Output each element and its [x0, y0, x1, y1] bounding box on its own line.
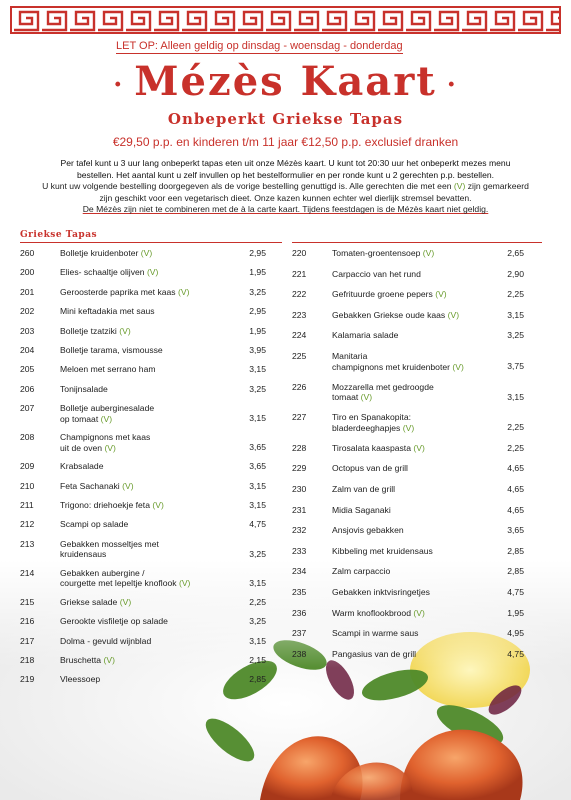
menu-item-price: 3,75	[507, 361, 524, 371]
info-line-3	[18, 181, 553, 193]
menu-item-name	[60, 636, 151, 647]
menu-item-price: 3,25	[249, 383, 266, 394]
menu-item-name	[60, 267, 158, 278]
menu-item-name-line1: Tirosalata kaaspasta	[332, 442, 411, 453]
vegetarian-marker: (V)	[103, 655, 115, 665]
menu-item-name	[60, 674, 100, 685]
vegetarian-marker: (V)	[100, 413, 113, 424]
menu-item-name	[60, 568, 190, 589]
menu-item-name-line2: champignons met kruidenboter	[332, 361, 450, 372]
info-line-1: Per tafel kunt u 3 uur lang onbeperkt tapas eten uit onze Mézès kaart. U kunt tot 20:30 uur het onbeperkt mezes menu	[60, 158, 511, 168]
menu-item-price: 4,75	[249, 519, 266, 530]
greek-key-pattern	[12, 8, 561, 34]
page-title	[0, 58, 571, 105]
menu-item-name-line1: Bruschetta	[60, 655, 102, 665]
menu-item-name-line2: op tomaat	[60, 413, 99, 424]
menu-item-price: 3,15	[249, 577, 266, 588]
menu-item-price: 1,95	[249, 267, 266, 278]
menu-item-name	[60, 306, 155, 317]
menu-item-price: 3,15	[249, 364, 266, 375]
menu-item-name	[332, 412, 414, 433]
page-subtitle: Onbeperkt Griekse Tapas	[167, 110, 404, 128]
menu-item-name	[332, 566, 390, 577]
vegetarian-marker: (V)	[452, 361, 464, 372]
menu-item-number: 218	[20, 655, 35, 665]
menu-item-number: 238	[292, 648, 307, 659]
menu-item-name-line1: Tonijnsalade	[60, 383, 108, 394]
menu-item-price: 3,65	[249, 461, 266, 472]
menu-item-number: 213	[20, 538, 35, 549]
menu-item-price: 2,25	[507, 422, 524, 433]
menu-item-price: 2,65	[507, 248, 524, 258]
menu-item-number: 235	[292, 587, 307, 597]
menu-item-name-line1: Zalm van de grill	[332, 484, 396, 494]
menu-item-name	[60, 384, 108, 395]
menu-item-number: 207	[20, 403, 35, 414]
menu-item-name	[60, 481, 134, 492]
menu-item-number: 231	[292, 504, 307, 515]
vegetarian-marker: (V)	[422, 248, 435, 258]
menu-item-number: 220	[292, 248, 307, 258]
menu-item-name	[60, 287, 189, 298]
vegetarian-marker: (V)	[435, 289, 447, 300]
info-line-3b: zijn gemarkeerd	[465, 181, 529, 192]
menu-item-number: 205	[20, 364, 35, 375]
menu-item-price: 2,85	[249, 674, 266, 685]
menu-item-number: 216	[20, 616, 35, 627]
menu-item-price: 4,95	[507, 628, 524, 639]
menu-item-name-line2: uit de oven	[60, 442, 103, 453]
menu-item-number: 225	[292, 351, 307, 361]
price-line: €29,50 p.p. en kinderen t/m 11 jaar €12,50 p.p. exclusief dranken	[112, 135, 459, 149]
menu-item-name-line1: Griekse salade	[60, 596, 118, 607]
menu-item-name	[60, 655, 115, 666]
menu-item-price: 3,15	[249, 413, 266, 424]
menu-item-price: 2,90	[507, 268, 524, 279]
greek-key-border	[10, 6, 561, 34]
menu-item-number: 203	[20, 325, 35, 336]
vegetarian-marker: (V)	[447, 309, 460, 320]
menu-item-price: 3,15	[507, 309, 524, 320]
menu-item-name-line1: Scampi op salade	[60, 519, 129, 530]
menu-item-name-line1: Octopus van de grill	[332, 463, 408, 474]
menu-item-price: 2,25	[507, 442, 524, 453]
menu-item-name-line1: Krabsalade	[60, 461, 104, 472]
menu-item-name	[332, 608, 425, 619]
menu-item-name	[60, 597, 131, 608]
menu-item-number: 230	[292, 484, 307, 494]
vegetarian-marker: (V)	[178, 578, 191, 589]
menu-item-number: 209	[20, 461, 35, 472]
menu-item-price: 4,65	[507, 463, 524, 474]
menu-item-number: 206	[20, 383, 35, 394]
menu-item-name-line2: tomaat	[332, 392, 359, 403]
menu-item-price: 2,25	[249, 596, 266, 607]
menu-item-name-line1: Trigono: driehoekje feta	[60, 500, 150, 510]
menu-item-name	[332, 505, 391, 516]
vegetarian-marker: (V)	[152, 500, 164, 510]
menu-item-price: 2,15	[249, 655, 266, 665]
menu-item-name	[332, 382, 434, 403]
menu-item-price: 2,95	[249, 306, 266, 317]
menu-item-name	[60, 461, 103, 472]
menu-item-name-line1: Mini keftadakia met saus	[60, 306, 155, 317]
menu-item-price: 3,25	[249, 286, 266, 297]
menu-item-name-line1: Geroosterde paprika met kaas	[60, 286, 176, 297]
menu-item-name	[60, 539, 159, 560]
menu-item-name	[332, 330, 398, 341]
menu-item-name	[60, 364, 156, 375]
menu-item-number: 234	[292, 566, 307, 577]
menu-item-name-line1: Gefrituurde groene pepers	[332, 289, 433, 300]
menu-item-name-line2: bladerdeeghapjes	[332, 422, 401, 433]
menu-item-number: 200	[20, 267, 35, 278]
title-dot-right: ·	[446, 70, 458, 100]
menu-item-name-line2: courgette met lepeltje knoflook	[60, 578, 177, 589]
menu-item-name	[60, 616, 168, 627]
info-line-3a: U kunt uw volgende bestelling doorgegeven als de vorige bestelling genuttigd is. Alle gerechten die met een	[42, 181, 454, 192]
menu-item-name-line1: Vleessoep	[60, 674, 101, 685]
menu-item-number: 229	[292, 463, 307, 474]
menu-item-number: 226	[292, 381, 307, 392]
menu-item-price: 3,15	[249, 635, 266, 646]
menu-item-name	[332, 443, 425, 454]
menu-item-name-line1: Warm knoflookbrood	[332, 607, 411, 618]
menu-item-name-line1: Gebakken mosseltjes met	[60, 538, 159, 549]
vegetarian-marker: (V)	[119, 596, 132, 607]
menu-item-number: 217	[20, 635, 35, 646]
section-rule-right	[292, 242, 542, 243]
menu-item-name	[332, 546, 433, 557]
menu-item-name	[332, 484, 395, 495]
menu-item-name	[332, 310, 459, 321]
menu-item-name	[332, 628, 418, 639]
menu-item-name	[60, 432, 150, 453]
page-title-text: Mézès Kaart	[134, 58, 437, 105]
menu-item-name-line1: Scampi in warme saus	[332, 628, 419, 639]
menu-item-number: 212	[20, 519, 35, 530]
info-line-5: De Mézès zijn niet te combineren met de à la carte kaart. Tijdens feestdagen is de Mézès kaart niet geldig.	[82, 204, 489, 215]
menu-item-number: 260	[20, 248, 35, 258]
menu-item-name-line1: Kibbeling met kruidensaus	[332, 545, 433, 556]
menu-item-name-line1: Mozzarella met gedroogde	[332, 381, 434, 392]
menu-item-number: 232	[292, 525, 307, 536]
menu-item-name-line1: Gebakken aubergine /	[60, 567, 145, 578]
menu-item-name	[60, 500, 164, 511]
menu-item-name-line1: Manitaria	[332, 351, 368, 361]
menu-item-price: 4,75	[507, 648, 524, 659]
menu-item-name-line1: Dolma - gevuld wijnblad	[60, 635, 152, 646]
menu-item-name	[332, 269, 421, 280]
menu-item-number: 204	[20, 345, 35, 355]
menu-item-name	[332, 525, 404, 536]
menu-item-name-line1: Feta Sachanaki	[60, 480, 120, 491]
menu-item-name-line1: Ansjovis gebakken	[332, 525, 404, 536]
menu-item-name	[332, 649, 416, 660]
menu-item-number: 237	[292, 628, 307, 639]
menu-item-price: 3,25	[249, 616, 266, 627]
menu-item-price: 3,25	[507, 330, 524, 341]
menu-item-name	[60, 326, 131, 337]
menu-item-number: 222	[292, 289, 307, 300]
menu-item-number: 224	[292, 330, 307, 341]
menu-item-number: 236	[292, 607, 307, 618]
veg-marker: (V)	[453, 181, 466, 192]
menu-item-name	[60, 403, 154, 424]
menu-item-name-line1: Elies- schaaltje olijven	[60, 267, 145, 278]
menu-item-price: 3,95	[249, 345, 266, 355]
menu-item-price: 3,65	[507, 525, 524, 536]
menu-item-price: 4,65	[507, 504, 524, 515]
menu-item-name	[60, 345, 163, 356]
menu-item-name	[332, 587, 430, 598]
menu-item-price: 1,95	[507, 607, 524, 618]
vegetarian-marker: (V)	[178, 286, 190, 297]
menu-item-number: 227	[292, 412, 307, 423]
menu-item-price: 3,15	[249, 480, 266, 491]
menu-item-name-line1: Gebakken Griekse oude kaas	[332, 309, 446, 320]
menu-item-name	[332, 351, 464, 372]
title-dot-left: ·	[113, 70, 125, 100]
menu-item-number: 210	[20, 480, 35, 491]
menu-item-name-line1: Zalm carpaccio	[332, 566, 391, 577]
menu-item-name	[332, 463, 408, 474]
vegetarian-marker: (V)	[360, 392, 373, 403]
menu-item-price: 3,25	[249, 548, 266, 559]
menu-item-price: 3,15	[507, 391, 524, 402]
menu-item-price: 2,85	[507, 566, 524, 577]
menu-item-number: 211	[20, 500, 34, 510]
menu-item-price: 3,65	[249, 442, 266, 453]
vegetarian-marker: (V)	[146, 267, 159, 278]
menu-item-number: 221	[292, 268, 307, 279]
section-rule-left	[20, 242, 282, 243]
menu-item-name-line1: Bolletje tarama, vismousse	[60, 345, 163, 355]
menu-item-number: 233	[292, 545, 307, 556]
menu-item-number: 228	[292, 442, 307, 453]
menu-item-name-line1: Carpaccio van het rund	[332, 268, 421, 279]
info-line-2: bestellen. Het aantal kunt u zelf invullen op het bestelformulier en per ronde kunt u 2 gerechten p.p. bestellen.	[76, 169, 495, 180]
vegetarian-marker: (V)	[140, 248, 153, 258]
menu-item-name-line1: Kalamaria salade	[332, 330, 399, 341]
menu-item-number: 201	[20, 286, 35, 297]
menu-item-name	[60, 248, 152, 259]
menu-item-name-line1: Pangasius van de grill	[332, 648, 417, 659]
menu-item-number: 215	[20, 596, 35, 607]
menu-item-price: 4,75	[507, 587, 524, 597]
menu-item-name-line1: Tomaten-groentensoep	[332, 248, 421, 258]
menu-item-price: 1,95	[249, 325, 266, 336]
menu-item-name-line1: Bolletje tzatziki	[60, 325, 117, 336]
menu-item-number: 214	[20, 567, 35, 578]
menu-item-name-line1: Bolletje kruidenboter	[60, 248, 139, 258]
menu-item-price: 4,65	[507, 484, 524, 494]
info-block	[18, 158, 553, 216]
menu-item-name-line1: Gerookte visfiletje op salade	[60, 616, 168, 627]
section-title: Griekse Tapas	[20, 230, 98, 240]
vegetarian-marker: (V)	[402, 422, 415, 433]
menu-item-number: 202	[20, 306, 35, 317]
menu-item-name-line1: Gebakken inktvisringetjes	[332, 587, 430, 597]
menu-item-name-line1: Bolletje auberginesalade	[60, 403, 155, 414]
menu-item-number: 223	[292, 309, 307, 320]
menu-item-number: 208	[20, 432, 35, 443]
menu-item-price: 2,95	[249, 248, 266, 258]
menu-item-price: 2,85	[507, 545, 524, 556]
menu-item-name-line1: Champignons met kaas	[60, 432, 151, 443]
menu-item-price: 3,15	[249, 500, 266, 510]
vegetarian-marker: (V)	[413, 442, 425, 453]
menu-item-name-line1: Midia Saganaki	[332, 504, 391, 515]
menu-item-number: 219	[20, 674, 35, 685]
menu-item-name-line1: Meloen met serrano ham	[60, 364, 156, 375]
vegetarian-marker: (V)	[104, 442, 116, 453]
vegetarian-marker: (V)	[122, 480, 134, 491]
vegetarian-marker: (V)	[119, 325, 131, 336]
info-line-4: zijn geschikt voor een vegetarisch dieet. Onze kazen kunnen echter wel dierlijk stremsel bevatten.	[99, 192, 472, 203]
vegetarian-marker: (V)	[413, 607, 425, 618]
menu-item-name-line2: kruidensaus	[60, 549, 107, 560]
menu-item-name	[60, 519, 128, 530]
menu-item-name	[332, 289, 447, 300]
menu-item-name-line1: Tiro en Spanakopita:	[332, 412, 411, 423]
menu-item-price: 2,25	[507, 289, 524, 300]
menu-item-name	[332, 248, 434, 259]
validity-notice: LET OP: Alleen geldig op dinsdag - woensdag - donderdag	[116, 40, 403, 52]
